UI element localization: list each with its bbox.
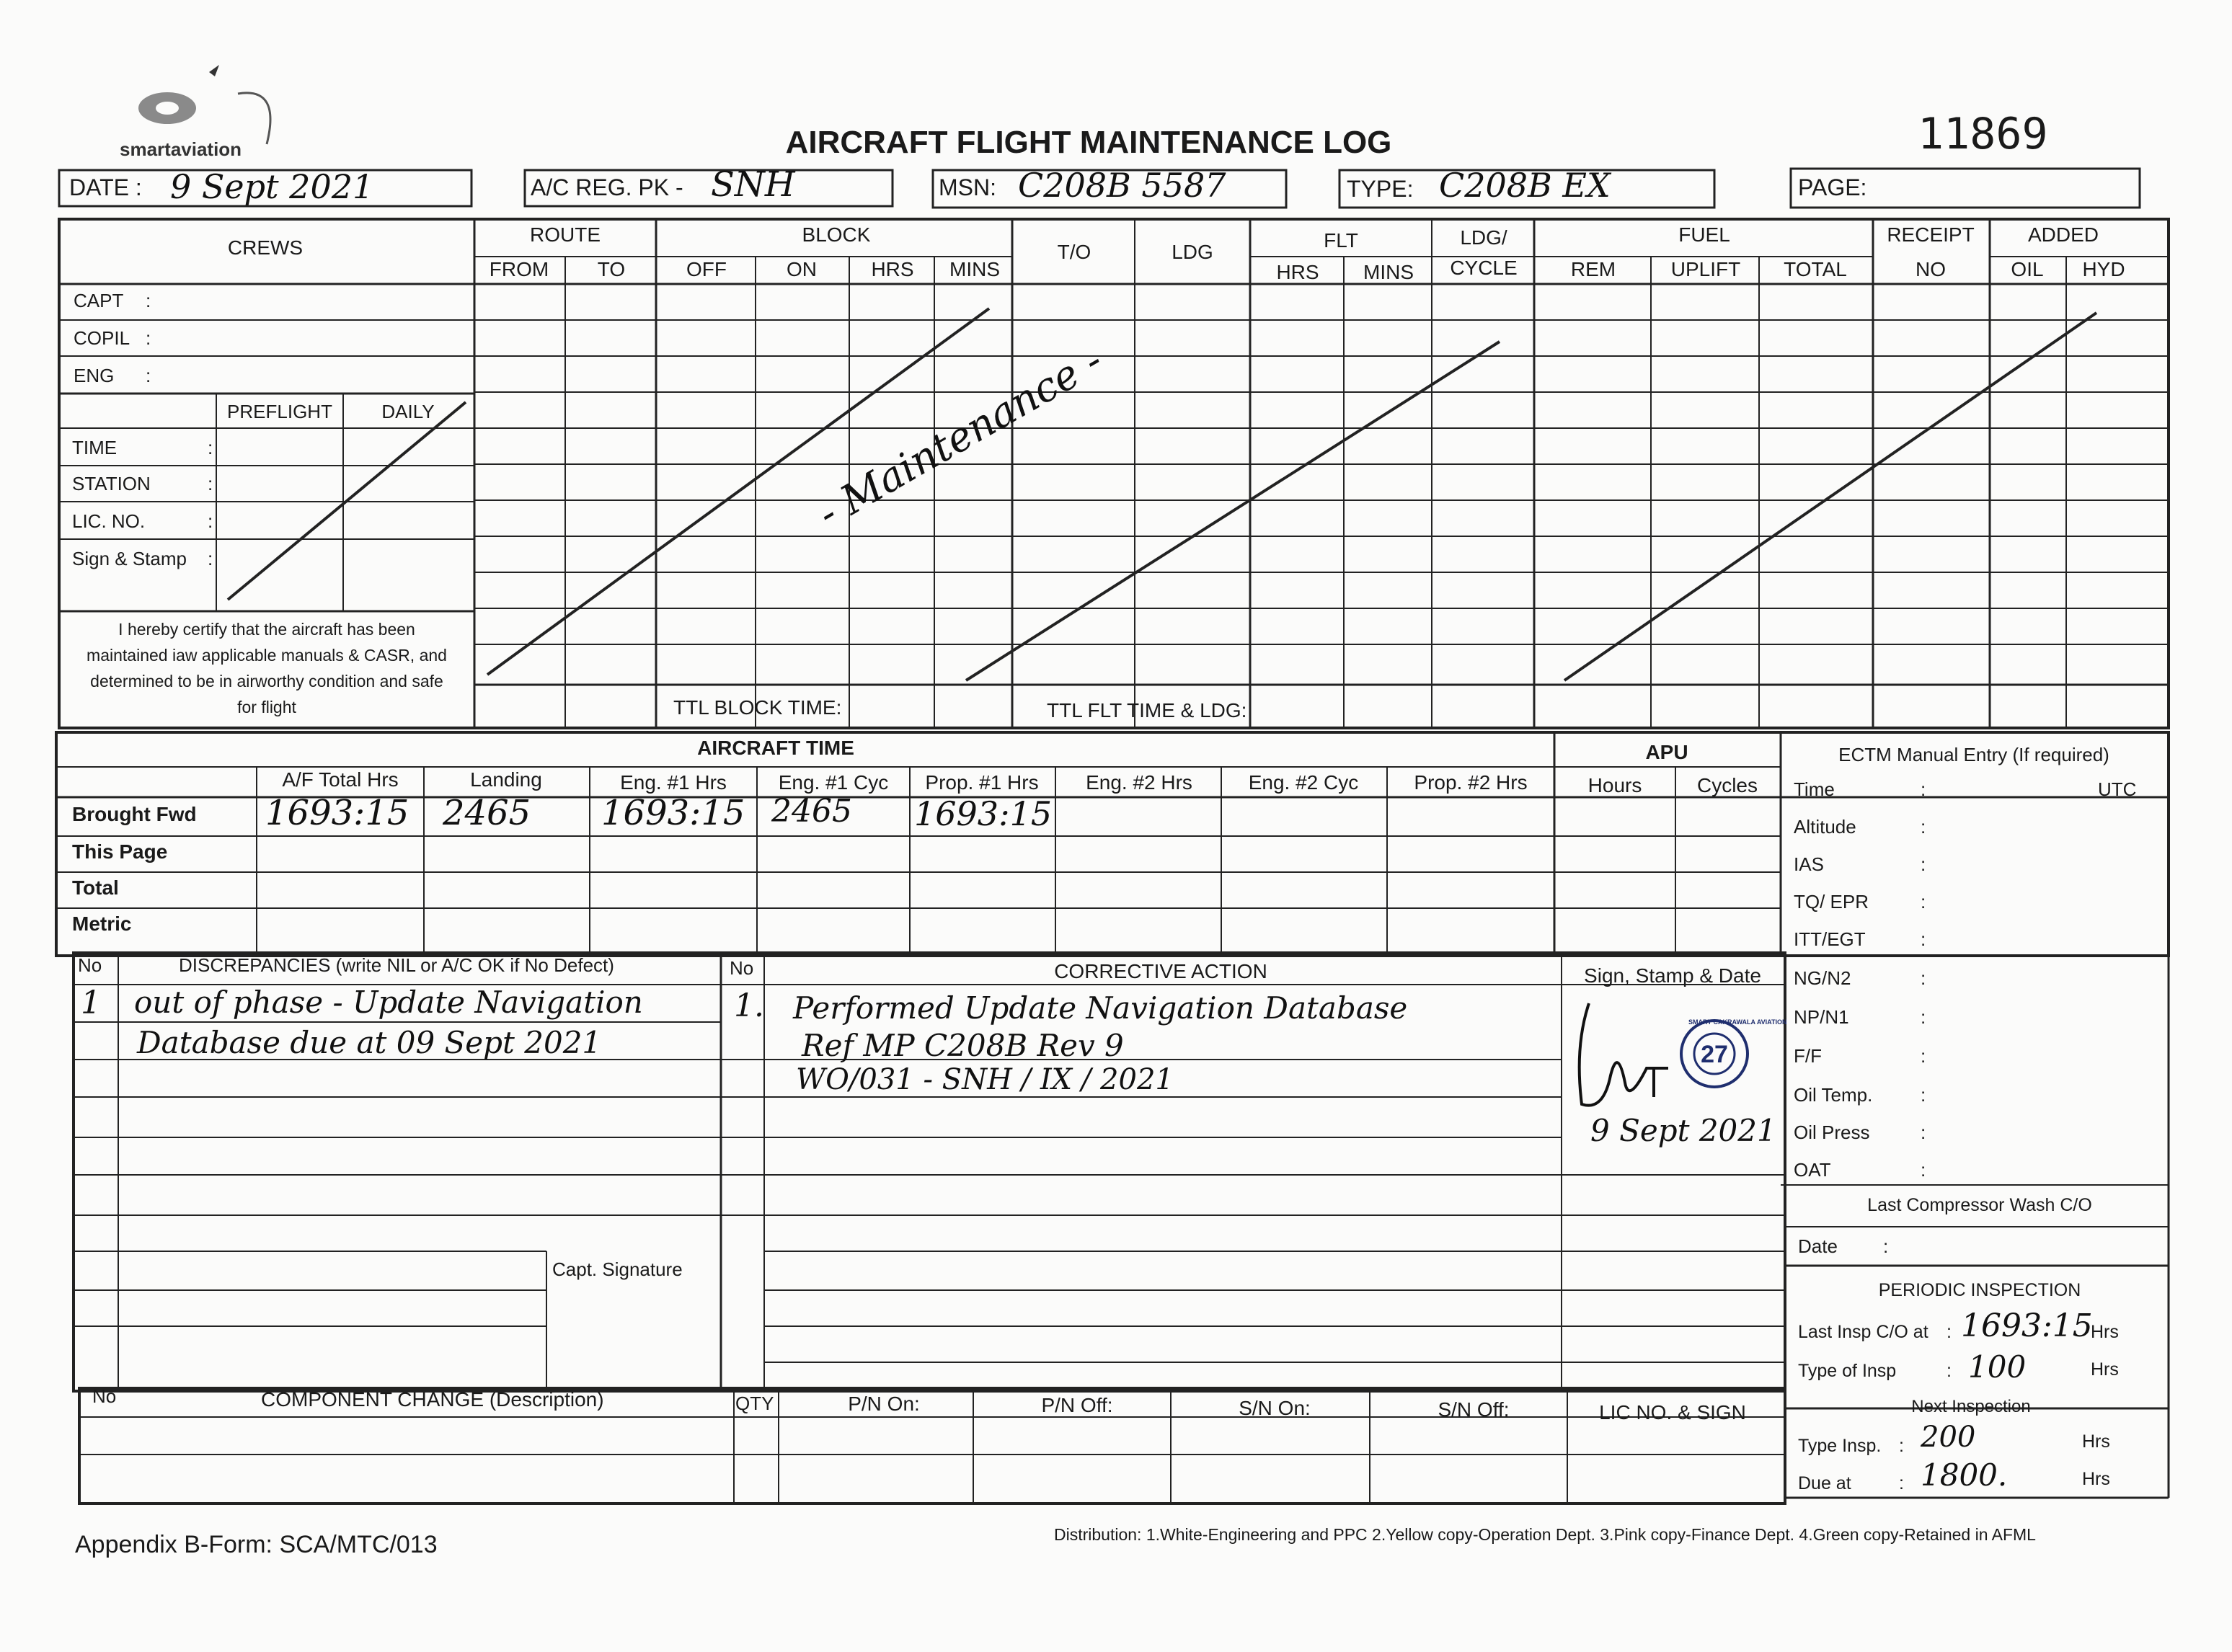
ectm-np-n1: NP/N1 xyxy=(1794,1006,1849,1028)
periodic-inspection-title: PERIODIC INSPECTION xyxy=(1878,1280,2081,1300)
page-title: AIRCRAFT FLIGHT MAINTENANCE LOG xyxy=(785,125,1392,160)
brought-fwd-label: Brought Fwd xyxy=(72,803,197,825)
apu-hours-header: Hours xyxy=(1587,774,1642,796)
copil-label: COPIL xyxy=(74,327,130,349)
fuel-header: FUEL xyxy=(1678,223,1730,246)
sn-on-header: S/N On: xyxy=(1239,1397,1311,1419)
comp-no-header: No xyxy=(92,1385,117,1407)
reg-value: SNH xyxy=(711,164,795,205)
compressor-wash-label: Last Compressor Wash C/O xyxy=(1867,1195,2092,1215)
brand-name: smartaviation xyxy=(120,138,242,160)
flt-hrs-header: HRS xyxy=(1276,261,1319,283)
eng1-hrs-header: Eng. #1 Hrs xyxy=(620,771,727,794)
added-header: ADDED xyxy=(2027,223,2099,246)
ectm-oil-press: Oil Press xyxy=(1794,1122,1870,1143)
oil-header: OIL xyxy=(2011,258,2044,280)
on-header: ON xyxy=(787,258,817,280)
metric-label: Metric xyxy=(72,912,132,935)
eng2-hrs-header: Eng. #2 Hrs xyxy=(1086,771,1192,794)
ectm-colon-8: : xyxy=(1921,1084,1926,1106)
aircraft-time-title: AIRCRAFT TIME xyxy=(697,737,854,759)
ectm-colon-1: : xyxy=(1921,816,1926,838)
ectm-time-label: Time xyxy=(1794,778,1835,800)
stamp-ring-text: SMART CAKRAWALA AVIATION xyxy=(1688,1018,1787,1026)
ectm-colon-7: : xyxy=(1921,1045,1926,1067)
form-code: Appendix B-Form: SCA/MTC/013 xyxy=(75,1531,438,1558)
time-colon: : xyxy=(208,437,213,458)
this-page-label: This Page xyxy=(72,840,168,863)
ldg-cycle-header-2: CYCLE xyxy=(1450,257,1518,279)
ectm-colon-4: : xyxy=(1921,928,1926,950)
eng1-cyc-header: Eng. #1 Cyc xyxy=(778,771,889,794)
ectm-oat: OAT xyxy=(1794,1159,1831,1181)
copil-colon: : xyxy=(146,327,151,349)
rem-header: REM xyxy=(1570,258,1616,280)
bf-eng1-hrs: 1693:15 xyxy=(601,793,745,833)
off-header: OFF xyxy=(686,258,727,280)
certify-line-1: I hereby certify that the aircraft has been xyxy=(118,620,415,639)
next-inspection-title: Next Inspection xyxy=(1911,1397,2031,1416)
lic-sign-header: LIC NO. & SIGN xyxy=(1599,1401,1746,1424)
msn-label: MSN: xyxy=(939,174,996,200)
due-at-value: 1800. xyxy=(1921,1457,2008,1493)
compressor-date-label: Date xyxy=(1798,1235,1838,1257)
hyd-header: HYD xyxy=(2082,258,2125,280)
ectm-ias: IAS xyxy=(1794,853,1824,875)
last-insp-label: Last Insp C/O at xyxy=(1798,1322,1928,1342)
ectm-ng-n2: NG/N2 xyxy=(1794,967,1851,989)
date-label: DATE : xyxy=(69,174,142,200)
corr-title: CORRECTIVE ACTION xyxy=(1054,960,1267,982)
flt-header: FLT xyxy=(1324,229,1358,252)
comp-title: COMPONENT CHANGE (Description) xyxy=(261,1388,604,1411)
ectm-colon-6: : xyxy=(1921,1006,1926,1028)
disc-title: DISCREPANCIES (write NIL or A/C OK if No Defect) xyxy=(179,954,614,976)
total-label: Total xyxy=(72,876,119,899)
corr-line-3: WO/031 - SNH / IX / 2021 xyxy=(796,1063,1174,1096)
apu-header: APU xyxy=(1645,741,1688,763)
corr-line-2: Ref MP C208B Rev 9 xyxy=(802,1028,1124,1063)
ectm-altitude: Altitude xyxy=(1794,816,1856,838)
crews-header: CREWS xyxy=(227,236,304,259)
distribution-note: Distribution: 1.White-Engineering and PPC 2.Yellow copy-Operation Dept. 3.Pink copy-Finance Dept. 4.Green copy-Retained in AFML xyxy=(1054,1525,2036,1544)
to-col-header: T/O xyxy=(1057,241,1091,263)
serial-number: 11869 xyxy=(1918,109,2048,159)
block-hrs-header: HRS xyxy=(871,258,914,280)
ectm-colon-9: : xyxy=(1921,1122,1926,1143)
bf-eng1-cyc: 2465 xyxy=(771,793,852,830)
station-label: STATION xyxy=(72,473,151,494)
ectm-utc: UTC xyxy=(2098,778,2137,800)
type-of-insp-value: 100 xyxy=(1968,1349,2027,1385)
bf-prop1-hrs: 1693:15 xyxy=(914,794,1053,833)
pn-off-header: P/N Off: xyxy=(1041,1394,1113,1416)
next-type-hrs: Hrs xyxy=(2082,1431,2110,1452)
due-at-colon: : xyxy=(1899,1473,1904,1493)
signature xyxy=(1580,1003,1668,1106)
uplift-header: UPLIFT xyxy=(1670,258,1741,280)
qty-header: QTY xyxy=(735,1393,774,1414)
receipt-header: RECEIPT xyxy=(1887,223,1975,246)
sign-stamp-label: Sign & Stamp xyxy=(72,548,187,569)
logo-mark xyxy=(138,65,270,144)
capt-signature-label: Capt. Signature xyxy=(552,1258,683,1280)
due-at-label: Due at xyxy=(1798,1473,1851,1493)
disc-line-2: Database due at 09 Sept 2021 xyxy=(137,1025,602,1060)
ectm-colon-10: : xyxy=(1921,1159,1926,1181)
capt-label: CAPT xyxy=(74,290,124,311)
ectm-colon-5: : xyxy=(1921,967,1926,989)
disc-no-header: No xyxy=(78,954,102,976)
ectm-time-colon: : xyxy=(1921,778,1926,800)
receipt-no-header: NO xyxy=(1916,258,1946,280)
af-total-hrs-header: A/F Total Hrs xyxy=(282,768,399,791)
last-insp-colon: : xyxy=(1947,1322,1952,1342)
last-insp-value: 1693:15 xyxy=(1961,1307,2093,1344)
eng2-cyc-header: Eng. #2 Cyc xyxy=(1248,771,1359,794)
sign-date: 9 Sept 2021 xyxy=(1590,1113,1776,1148)
certify-line-2: maintained iaw applicable manuals & CASR, and xyxy=(87,646,447,665)
block-mins-header: MINS xyxy=(949,258,1000,280)
preflight-header: PREFLIGHT xyxy=(227,401,332,422)
total-header: TOTAL xyxy=(1784,258,1847,280)
maintenance-note: - Maintenance - xyxy=(810,337,1111,538)
ectm-tq-epr: TQ/ EPR xyxy=(1794,891,1869,912)
stamp-number: 27 xyxy=(1701,1041,1728,1068)
ectm-itt-egt: ITT/EGT xyxy=(1794,928,1866,950)
ldg-cycle-header-1: LDG/ xyxy=(1460,226,1507,249)
lic-no-label: LIC. NO. xyxy=(72,510,146,532)
last-insp-hrs: Hrs xyxy=(2091,1322,2119,1342)
sign-stamp-date-header: Sign, Stamp & Date xyxy=(1584,964,1761,987)
eng-label: ENG xyxy=(74,365,115,386)
ttl-flt-label: TTL FLT TIME & LDG: xyxy=(1047,699,1247,721)
lic-no-colon: : xyxy=(208,510,213,532)
reg-label: A/C REG. PK - xyxy=(531,174,683,200)
corr-line-1: Performed Update Navigation Database xyxy=(793,990,1408,1026)
type-of-insp-colon: : xyxy=(1947,1361,1952,1381)
ectm-colon-2: : xyxy=(1921,853,1926,875)
ldg-header: LDG xyxy=(1172,241,1213,263)
type-label: TYPE: xyxy=(1347,176,1414,202)
bf-landing: 2465 xyxy=(443,793,531,833)
ttl-block-label: TTL BLOCK TIME: xyxy=(673,696,842,719)
next-type-colon: : xyxy=(1899,1436,1904,1456)
to-header: TO xyxy=(597,258,626,280)
compressor-date-colon: : xyxy=(1883,1235,1889,1257)
time-label: TIME xyxy=(72,437,118,458)
bf-af-total: 1693:15 xyxy=(265,793,409,833)
next-type-label: Type Insp. xyxy=(1798,1436,1882,1456)
corr-item-no: 1. xyxy=(734,987,764,1024)
flt-mins-header: MINS xyxy=(1363,261,1414,283)
type-value: C208B EX xyxy=(1439,166,1611,205)
due-at-hrs: Hrs xyxy=(2082,1469,2110,1489)
msn-value: C208B 5587 xyxy=(1018,166,1226,205)
pn-on-header: P/N On: xyxy=(848,1393,920,1415)
from-header: FROM xyxy=(489,258,549,280)
sign-colon: : xyxy=(208,548,213,569)
apu-cycles-header: Cycles xyxy=(1696,774,1758,796)
disc-line-1: out of phase - Update Navigation xyxy=(134,985,643,1020)
next-type-value: 200 xyxy=(1921,1421,1976,1454)
daily-header: DAILY xyxy=(381,401,435,422)
certify-line-4: for flight xyxy=(237,698,296,716)
type-of-insp-label: Type of Insp xyxy=(1798,1361,1897,1381)
corr-no-header: No xyxy=(730,957,754,979)
station-colon: : xyxy=(208,473,213,494)
eng-colon: : xyxy=(146,365,151,386)
landing-header: Landing xyxy=(470,768,542,791)
route-header: ROUTE xyxy=(530,223,601,246)
certify-line-3: determined to be in airworthy condition and safe xyxy=(90,672,443,690)
capt-colon: : xyxy=(146,290,151,311)
block-header: BLOCK xyxy=(802,223,871,246)
disc-item-no: 1 xyxy=(81,985,101,1021)
prop1-hrs-header: Prop. #1 Hrs xyxy=(925,771,1039,794)
date-value: 9 Sept 2021 xyxy=(170,167,374,206)
prop2-hrs-header: Prop. #2 Hrs xyxy=(1414,771,1528,794)
ectm-oil-temp: Oil Temp. xyxy=(1794,1084,1873,1106)
ectm-ff: F/F xyxy=(1794,1045,1822,1067)
ectm-title: ECTM Manual Entry (If required) xyxy=(1838,744,2109,765)
type-of-insp-hrs: Hrs xyxy=(2091,1359,2119,1380)
ectm-colon-3: : xyxy=(1921,891,1926,912)
page-label: PAGE: xyxy=(1798,174,1867,200)
sn-off-header: S/N Off: xyxy=(1438,1398,1510,1421)
